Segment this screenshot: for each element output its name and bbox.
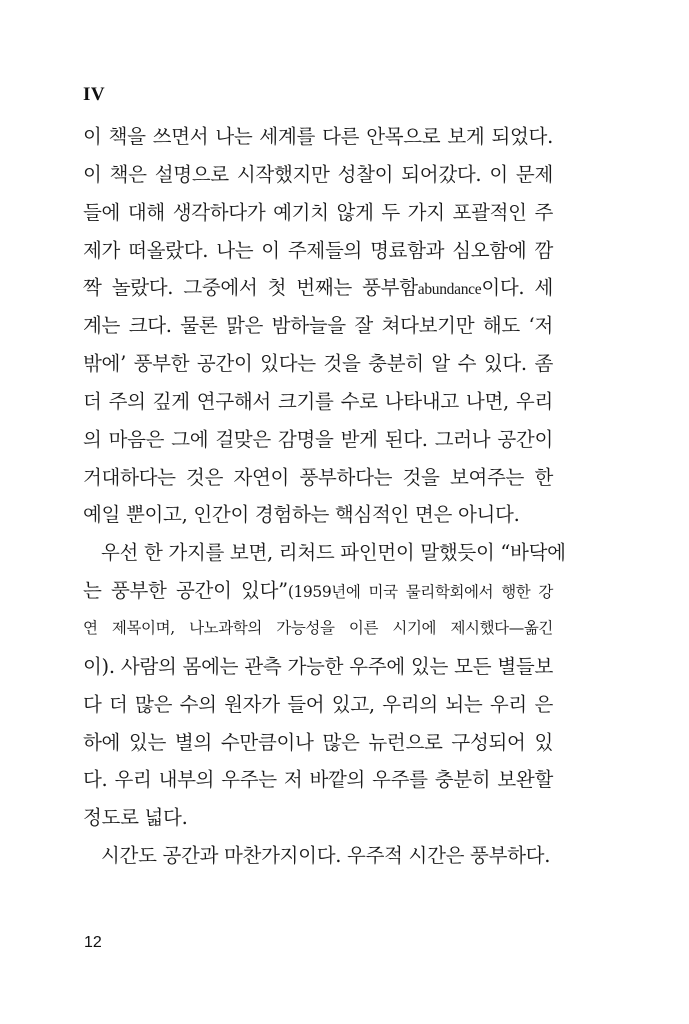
- english-gloss: abundance: [417, 281, 482, 299]
- text-line: 정도로 넓다.: [83, 806, 188, 830]
- text-line: 이 책을 쓰면서 나는 세계를 다른 안목으로 보게 되었다.: [83, 125, 553, 148]
- text-line: 다 더 많은 수의 원자가 들어 있고, 우리의 뇌는 우리 은: [83, 692, 553, 716]
- text-line: 밖에’ 풍부한 공간이 있다는 것을 충분히 알 수 있다. 좀: [83, 352, 553, 376]
- text-line: 거대하다는 것은 자연이 풍부하다는 것을 보여주는 한: [83, 465, 553, 489]
- text-line: 제가 떠올랐다. 나는 이 주제들의 명료함과 심오함에 깜: [83, 238, 553, 262]
- text-line: 의 마음은 그에 걸맞은 감명을 받게 된다. 그러나 공간이: [83, 427, 553, 451]
- page-number: 12: [84, 934, 102, 951]
- text-line: 이). 사람의 몸에는 관측 가능한 우주에 있는 모든 별들보: [83, 654, 553, 678]
- text-segment: 이다. 세: [481, 276, 553, 300]
- text-line: [83, 269, 553, 307]
- text-line: 이 책은 설명으로 시작했지만 성찰이 되어갔다. 이 문제: [83, 162, 553, 186]
- text-segment: 짝 놀랐다. 그중에서 첫 번째는 풍부함: [83, 276, 418, 300]
- text-line: 다. 우리 내부의 우주는 저 바깥의 우주를 충분히 보완할: [83, 768, 553, 792]
- translator-note: (1959년에 미국 물리학회에서 행한 강: [287, 583, 553, 602]
- text-line: 계는 크다. 물론 맑은 밤하늘을 잘 쳐다보기만 해도 ‘저: [83, 314, 553, 338]
- text-line: 예일 뿐이고, 인간이 경험하는 핵심적인 면은 아니다.: [83, 503, 520, 527]
- text-line: 우선 한 가지를 보면, 리처드 파인먼이 말했듯이 “바닥에: [101, 541, 566, 565]
- section-heading: IV: [83, 84, 106, 105]
- text-segment: 는 풍부한 공간이 있다”: [83, 579, 288, 603]
- body-text: [83, 118, 566, 875]
- text-line: 시간도 공간과 마찬가지이다. 우주적 시간은 풍부하다.: [101, 844, 551, 868]
- text-line: [83, 572, 553, 610]
- text-line: 더 주의 깊게 연구해서 크기를 수로 나타내고 나면, 우리: [83, 389, 553, 413]
- text-line: 하에 있는 별의 수만큼이나 많은 뉴런으로 구성되어 있: [83, 730, 553, 754]
- text-line: 들에 대해 생각하다가 예기치 않게 두 가지 포괄적인 주: [83, 200, 553, 224]
- translator-note-line: 연 제목이며, 나노과학의 가능성을 이른 시기에 제시했다—옮긴: [83, 618, 553, 637]
